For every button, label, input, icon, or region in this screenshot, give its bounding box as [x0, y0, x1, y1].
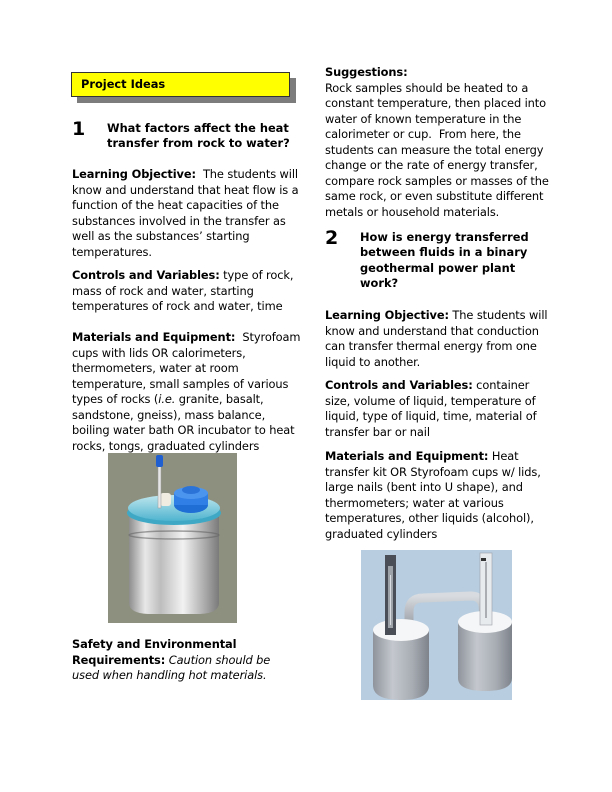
learning-objective-2: Learning Objective: The students will know and understand that conduction can transfer thermal energy from one liquid to another.	[325, 308, 548, 369]
suggestions: Suggestions: Rock samples should be heated to a constant temperature, then placed into water of known temperature in the calorimeter or cup. From here, the students can measure the total energy change or the rate of energy transfer, compare rock samples or masses of the same rock, or even substitute different metals or household materials.	[325, 65, 549, 219]
calorimeter-illustration	[108, 453, 237, 623]
controls-variables-1: Controls and Variables: type of rock, mass of rock and water, starting temperatures of rock and water, time	[72, 268, 294, 313]
question-number: 1	[72, 118, 86, 140]
section-label: Safety and Environmental	[72, 637, 237, 651]
question-title: How is energy transferred between fluids in a binary geothermal power plant work?	[360, 230, 529, 291]
heat-transfer-kit-photo	[361, 550, 512, 700]
materials-equipment-1: Materials and Equipment: Styrofoam cups with lids OR calorimeters, thermometers, water at room temperature, small samples of various types of rocks (i.e. granite, basalt, sandstone, gneiss), mass balance, boiling water bath OR incubator to heat rocks, tongs, graduated cylinders	[72, 330, 301, 453]
question-number: 2	[325, 227, 339, 249]
section-label: Learning Objective:	[72, 167, 196, 181]
learning-objective-1: Learning Objective: The students will know and understand that heat flow is a function of the heat capacities of the substances involved in the transfer as well as the substances’ starting temperatures.	[72, 167, 299, 259]
safety-requirements: Safety and Environmental Requirements: Caution should be used when handling hot materials.	[72, 637, 271, 682]
materials-equipment-2: Materials and Equipment: Heat transfer kit OR Styrofoam cups w/ lids, large nails (bent into U shape), and thermometers; water at various temperatures, other liquids (alcohol), graduated cylinders	[325, 449, 541, 541]
banner-label: Project Ideas	[71, 72, 290, 97]
question-title: What factors affect the heat transfer from rock to water?	[107, 121, 290, 151]
section-label: Controls and Variables:	[325, 378, 473, 392]
section-label: Materials and Equipment:	[72, 330, 236, 344]
question-2	[325, 228, 529, 292]
section-label: Controls and Variables:	[72, 268, 220, 282]
heat-transfer-kit-illustration	[361, 550, 512, 700]
question-1	[72, 119, 290, 152]
project-ideas-banner	[71, 72, 290, 97]
section-label: Suggestions:	[325, 65, 408, 79]
controls-variables-2: Controls and Variables: container size, volume of liquid, temperature of liquid, type of liquid, time, material of transfer bar or nail	[325, 378, 537, 439]
section-label: Learning Objective:	[325, 308, 449, 322]
calorimeter-photo	[108, 453, 237, 623]
section-label: Materials and Equipment:	[325, 449, 489, 463]
